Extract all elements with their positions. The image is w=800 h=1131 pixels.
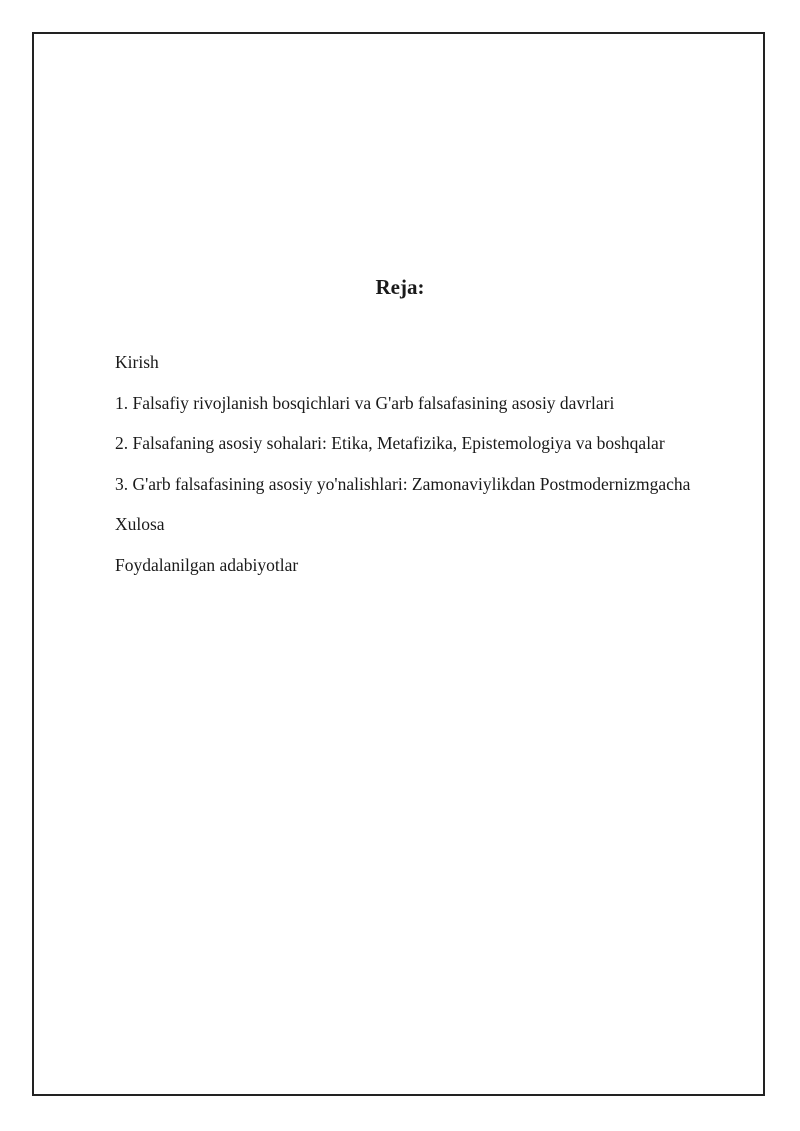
toc-item-1: 1. Falsafiy rivojlanish bosqichlari va G'arb falsafasining asosiy davrlari [115, 392, 615, 413]
toc-item-conclusion: Xulosa [115, 514, 165, 534]
toc-item-2: 2. Falsafaning asosiy sohalari: Etika, Metafizika, Epistemologiya va boshqalar [115, 433, 665, 453]
toc-item-3: 3. G'arb falsafasining asosiy yo'nalishlari: Zamonaviylikdan Postmodernizmgacha [115, 473, 691, 494]
toc-item-introduction: Kirish [115, 352, 159, 372]
toc-item-references: Foydalanilgan adabiyotlar [115, 554, 299, 575]
table-of-contents [115, 350, 690, 593]
page-title: Reja: [375, 275, 425, 299]
